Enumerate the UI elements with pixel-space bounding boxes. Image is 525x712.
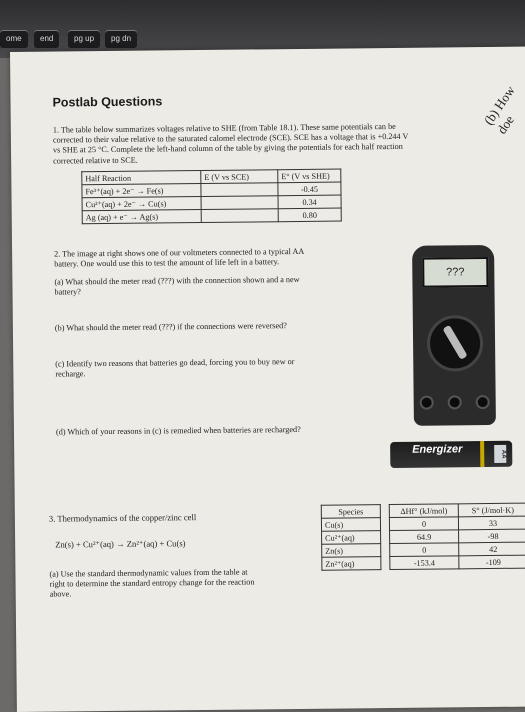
key-page-up: pg up [68, 30, 100, 48]
meter-dial-icon[interactable] [427, 315, 484, 372]
key-end: end [34, 30, 59, 48]
q3a-line: above. [49, 589, 72, 600]
col-header: Species [321, 505, 380, 519]
s-cell: -109 [459, 555, 525, 569]
sce-answer-cell[interactable] [201, 183, 278, 197]
battery-image [390, 441, 512, 468]
q1-line: corrected relative to SCE. [53, 155, 138, 166]
q1-text [53, 121, 483, 166]
table-row [82, 208, 341, 224]
dh-cell: 0 [390, 543, 459, 557]
potential-table [81, 169, 342, 225]
species-table [321, 504, 382, 571]
q3a-line: right to determine the standard entropy change for the reaction [49, 577, 255, 589]
dh-cell: 0 [389, 517, 458, 531]
reaction-cell: Cu²⁺(aq) + 2e⁻ → Cu(s) [82, 197, 201, 211]
jack-icon [476, 395, 490, 409]
meter-display: ??? [422, 257, 488, 288]
jack-icon [448, 395, 462, 409]
table-row [390, 555, 525, 569]
dh-cell: 64.9 [390, 530, 459, 544]
q3-reaction: Zn(s) + Cu²⁺(aq) → Zn²⁺(aq) + Cu(s) [55, 538, 186, 550]
battery-brand: Energizer [412, 443, 463, 456]
q2b-text: (b) What should the meter read (???) if the connections were reversed? [54, 321, 287, 333]
sce-answer-cell[interactable] [201, 209, 278, 223]
s-cell: 33 [458, 516, 525, 530]
side-question-text: (b) How doe [480, 83, 518, 137]
q2a-line: (a) What should the meter read (???) with the connection shown and a new [54, 274, 300, 287]
q2c-line: recharge. [55, 369, 86, 379]
thermo-values-table [389, 503, 525, 570]
q2c-text [55, 356, 375, 380]
col-header: ΔHf° (kJ/mol) [389, 504, 458, 518]
battery-band [480, 441, 484, 467]
species-cell: Zn²⁺(aq) [322, 557, 381, 571]
dh-cell: -153.4 [390, 556, 459, 570]
q3-title: 3. Thermodynamics of the copper/zinc cell [48, 512, 197, 524]
reaction-cell: Fe³⁺(aq) + 2e⁻ → Fe(s) [82, 184, 201, 198]
dial-knob-icon [442, 325, 467, 360]
species-cell: Cu(s) [321, 518, 380, 532]
col-header: Half Reaction [82, 171, 201, 185]
page-title: Postlab Questions [52, 94, 163, 110]
col-header: S° (J/mol·K) [458, 503, 525, 517]
q1-line: vs SHE at 25 °C. Complete the left-hand column of the table by giving the potentials for each half reaction [52, 142, 403, 155]
s-cell: 42 [459, 542, 525, 556]
q2a-line: battery? [54, 287, 81, 297]
jack-icon [420, 396, 434, 410]
col-header: E° (V vs SHE) [278, 169, 341, 183]
species-cell: Zn(s) [322, 544, 381, 558]
battery-size: AA [494, 445, 506, 463]
key-page-down: pg dn [105, 30, 137, 48]
col-header: E (V vs SCE) [201, 170, 278, 184]
she-cell: -0.45 [278, 182, 341, 196]
q3a-line: (a) Use the standard thermodynamic values from the table at [49, 567, 248, 579]
s-cell: -98 [459, 529, 525, 543]
worksheet-page [10, 47, 525, 712]
q2-intro [54, 246, 374, 270]
q2d-text: (d) Which of your reasons in (c) is remedied when batteries are recharged? [55, 424, 301, 437]
sce-answer-cell[interactable] [201, 196, 278, 210]
q3a-text [49, 567, 309, 600]
q2-line: battery. One would use this to test the amount of life left in a battery. [54, 257, 280, 269]
she-cell: 0.34 [278, 195, 341, 209]
she-cell: 0.80 [278, 208, 341, 222]
q2a-text [54, 274, 374, 298]
q2-line: 2. The image at right shows one of our voltmeters connected to a typical AA [54, 246, 305, 259]
key-home: ome [0, 30, 28, 48]
q2c-line: (c) Identify two reasons that batteries go dead, forcing you to buy new or [55, 357, 295, 369]
reaction-cell: Ag (aq) + e⁻ → Ag(s) [82, 210, 201, 224]
voltmeter [412, 245, 496, 426]
q1-line: 1. The table below summarizes voltages relative to SHE (from Table 18.1). These same potentials can be [52, 121, 396, 135]
q1-line: corrected to their value relative to the saturated calomel electrode (SCE). SCE has a voltage that is +0.244 V [52, 132, 409, 145]
species-cell: Cu²⁺(aq) [322, 531, 381, 545]
